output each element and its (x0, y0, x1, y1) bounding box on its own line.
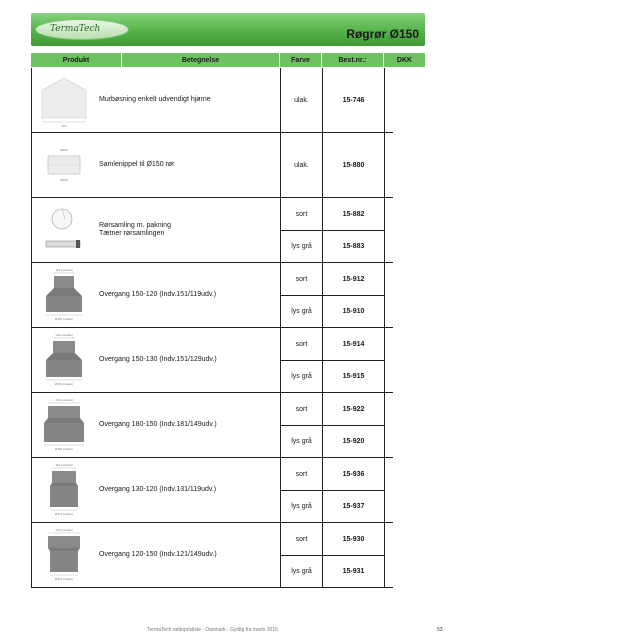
dim-label: Ø150 (60, 148, 68, 152)
dim-label: Ø131 (inside) (54, 512, 74, 516)
product-color: ulak. (294, 96, 309, 104)
product-color: sort (295, 470, 308, 478)
product-name: Murbøsning enkelt udvendigt hjørne (99, 96, 211, 103)
product-color: sort (295, 210, 308, 218)
product-name: Rørsamling m. pakning (99, 222, 171, 229)
page-title: Røgrør Ø150 (346, 27, 419, 41)
product-number: 15-912 (342, 275, 365, 283)
product-number: 15-922 (342, 405, 365, 413)
product-image-overgang-130-120 (36, 461, 92, 519)
dim-label: Ø121 (inside) (54, 577, 74, 581)
column-header-produkt: Produkt (31, 53, 122, 67)
termatech-logo (35, 19, 129, 40)
product-color: lys grå (291, 568, 312, 575)
product-color: lys grå (291, 373, 312, 380)
product-image-samlenippel (36, 138, 92, 192)
product-name: Overgang 150-120 (Indv.151/119udv.) (99, 291, 217, 298)
product-number: 15-937 (342, 503, 365, 510)
dim-label: 129 (outside) (55, 333, 73, 337)
product-number: 15-915 (342, 373, 365, 380)
product-name: Overgang 120-150 (Indv.121/149udv.) (99, 551, 217, 558)
title-banner (31, 13, 425, 46)
product-image-overgang-150-120 (36, 266, 92, 324)
product-color: lys grå (291, 503, 312, 510)
product-subtitle: Tætner rørsamlingen (99, 230, 165, 237)
product-image-overgang-120-150 (36, 526, 92, 584)
product-number: 15-920 (342, 438, 365, 445)
product-image-overgang-150-130 (36, 331, 92, 389)
logo-text: TermaTech (50, 24, 101, 34)
product-number: 15-882 (342, 210, 365, 218)
product-color: sort (295, 535, 308, 543)
product-image-murboesning (36, 74, 92, 128)
dim-label: 119 (outside) (55, 268, 73, 272)
product-color: sort (295, 340, 308, 348)
dim-label: 149 (outside) (55, 398, 73, 402)
product-number: 15-880 (342, 161, 365, 169)
table-divider-price (384, 68, 385, 588)
product-number: 15-930 (342, 535, 365, 543)
column-header-betegnelse: Betegnelse (122, 53, 280, 67)
product-name: Overgang 180-150 (Indv.181/149udv.) (99, 421, 217, 428)
footer-text: TermaTech nettoprisliste - Danmark - Gyldig fra marts 2015 (147, 627, 278, 633)
product-name: Overgang 150-130 (Indv.151/129udv.) (99, 356, 217, 363)
product-number: 15-931 (342, 568, 365, 575)
product-table (31, 68, 393, 588)
dim-label: 149 (outside) (55, 528, 73, 532)
product-number: 15-914 (342, 340, 365, 348)
product-color: sort (295, 405, 308, 413)
dim-label: Ø150 (60, 178, 68, 182)
column-header-farve: Farve (280, 53, 322, 67)
column-header-dkk: DKK (384, 53, 425, 67)
product-name: Overgang 130-120 (Indv.131/119udv.) (99, 486, 217, 493)
product-color: lys grå (291, 243, 312, 250)
product-color: lys grå (291, 308, 312, 315)
product-color: ulak. (294, 161, 309, 169)
product-description (98, 198, 278, 262)
product-number: 15-746 (342, 96, 365, 104)
product-number: 15-883 (342, 243, 365, 250)
page-number: 53 (437, 627, 443, 633)
product-image-roersamling (36, 203, 92, 257)
table-border-left (31, 68, 32, 588)
dim-label: 200 (61, 124, 67, 128)
product-number: 15-936 (342, 470, 365, 478)
dim-label: Ø181 (inside) (54, 447, 74, 451)
dim-label: Ø151 (inside) (54, 317, 74, 321)
dim-label: Ø151 (inside) (54, 382, 74, 386)
row-separator (31, 587, 393, 588)
product-image-overgang-180-150 (36, 396, 92, 454)
product-color: lys grå (291, 438, 312, 445)
product-name: Samlenippel til Ø150 rør (99, 161, 175, 168)
product-color: sort (295, 275, 308, 283)
column-header-bestnr: Best.nr.: (322, 53, 384, 67)
dim-label: 119 (outside) (55, 463, 73, 467)
product-number: 15-910 (342, 308, 365, 315)
